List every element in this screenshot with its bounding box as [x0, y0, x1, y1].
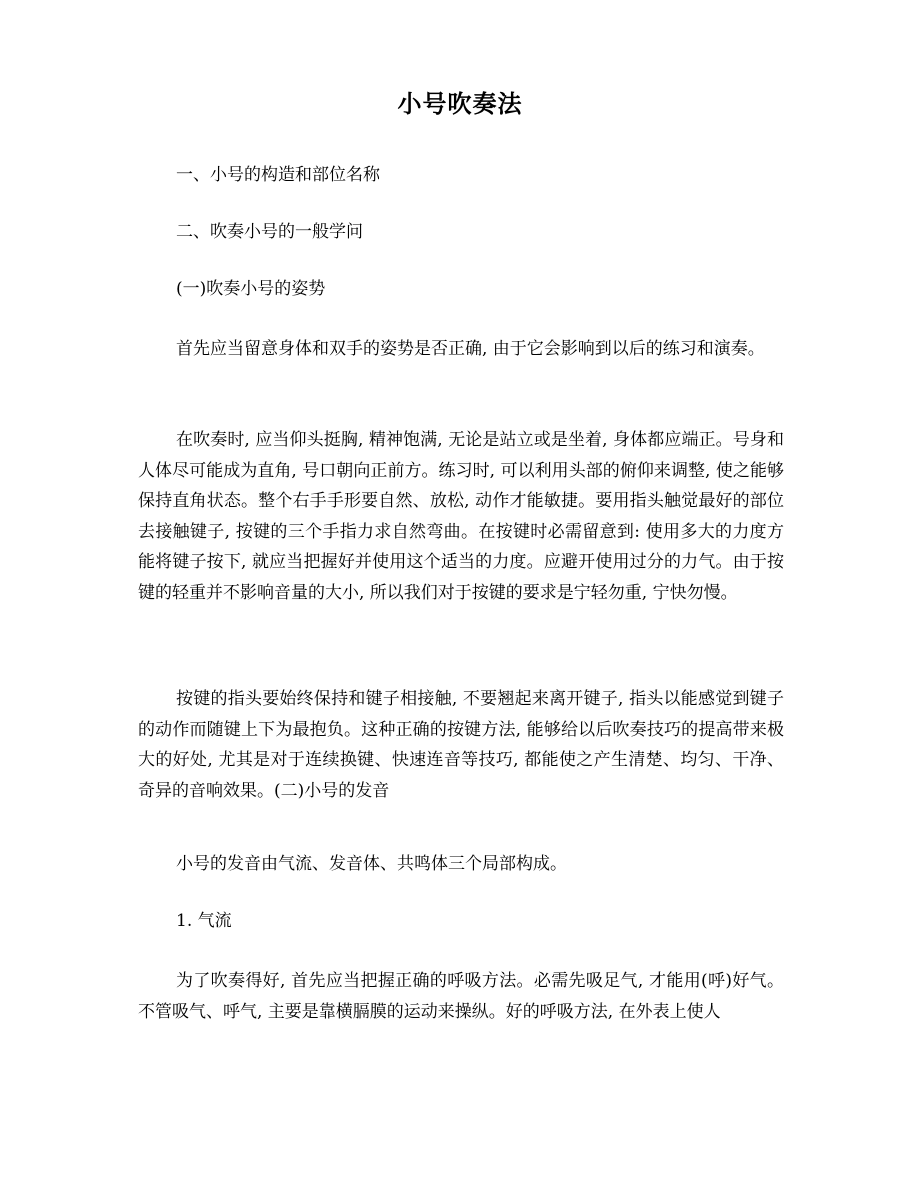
paragraph-key-pressing: 按键的指头要始终保持和键子相接触, 不要翘起来离开键子, 指头以能感觉到键子的动作而随键上下为最抱负。这种正确的按键方法, 能够给以后吹奏技巧的提高带来极大的好处, 尤其是对于连续换键、快速连音等技巧, 都能使之产生清楚、均匀、干净、奇异的音响效果。(二)小号的发音 — [138, 689, 784, 801]
document-title: 小号吹奏法 — [397, 89, 523, 118]
paragraph-posture-detail: 在吹奏时, 应当仰头挺胸, 精神饱满, 无论是站立或是坐着, 身体都应端正。号身和人体尽可能成为直角, 号口朝向正前方。练习时, 可以利用头部的俯仰来调整, 使之能够保持直角状态。整个右手手形要自然、放松, 动作才能敏捷。要用指头触觉最好的部位去接触键子, 按键的三个手指力求自然弯曲。在按键时必需留意到: 使用多大的力度方能将键子按下, 就应当把握好并使用这个适当的力度。应避开使用过分的力气。由于按键的轻重并不影响音量的大小, 所以我们对于按键的要求是宁轻勿重, 宁快勿慢。 — [138, 430, 784, 603]
section-heading-1: 一、小号的构造和部位名称 — [176, 165, 380, 185]
paragraph-posture-intro: 首先应当留意身体和双手的姿势是否正确, 由于它会影响到以后的练习和演奏。 — [176, 339, 765, 359]
subheading-airflow: 1. 气流 — [176, 911, 232, 931]
subsection-heading-posture: (一)吹奏小号的姿势 — [176, 279, 326, 299]
section-heading-2: 二、吹奏小号的一般学问 — [176, 222, 363, 242]
paragraph-sound-production: 小号的发音由气流、发音体、共鸣体三个局部构成。 — [176, 854, 567, 874]
paragraph-breathing: 为了吹奏得好, 首先应当把握正确的呼吸方法。必需先吸足气, 才能用(呼)好气。不管吸气、呼气, 主要是靠横膈膜的运动来操纵。好的呼吸方法, 在外表上使人 — [138, 971, 784, 1022]
